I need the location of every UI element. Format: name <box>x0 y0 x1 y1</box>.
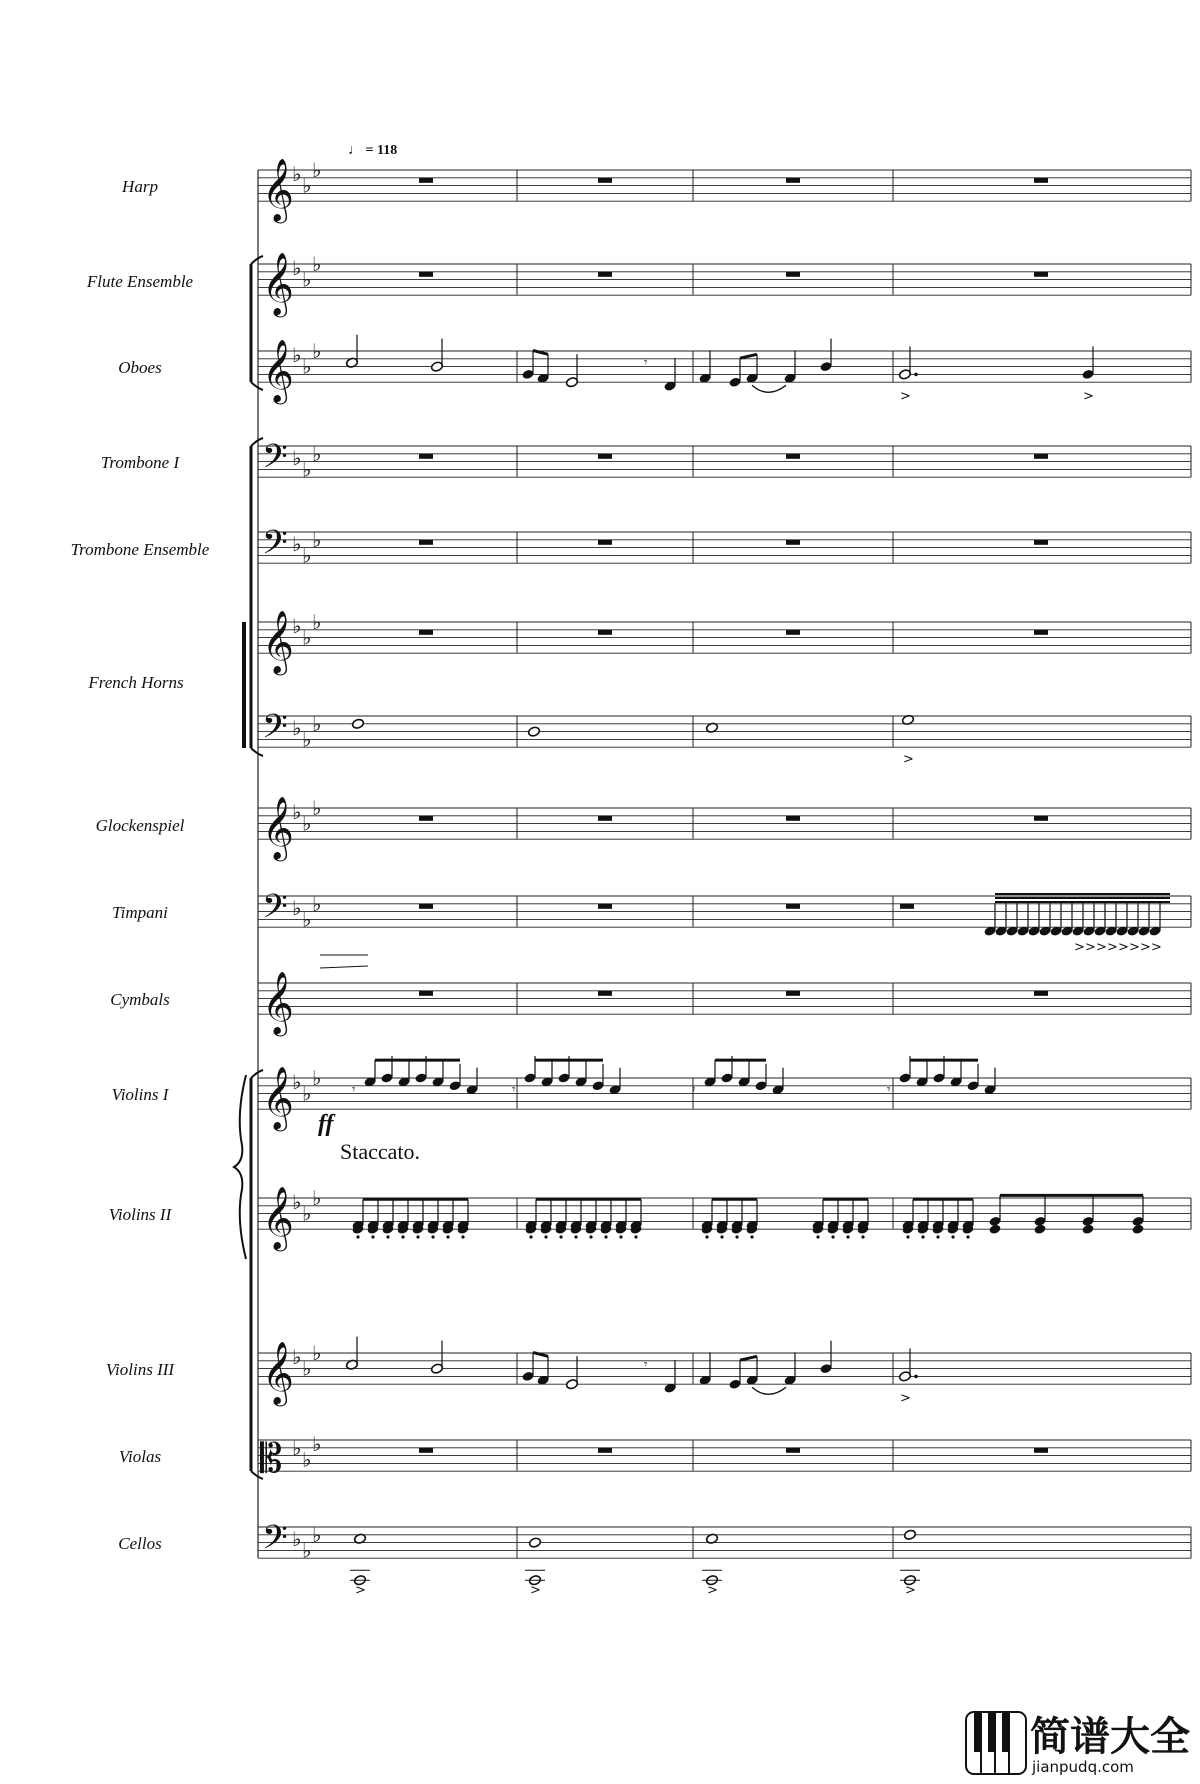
instrument-name-violins-ii: Violins II <box>108 1205 172 1224</box>
instrument-name-violins-i: Violins I <box>111 1085 169 1104</box>
flat-icon: ♭ <box>312 1066 322 1091</box>
flat-icon: ♭ <box>312 610 322 635</box>
tie <box>752 1387 786 1394</box>
whole-rest-icon <box>1034 1448 1048 1453</box>
flat-icon: ♭ <box>302 1201 312 1226</box>
staccato-dot <box>529 1235 532 1238</box>
flat-icon: ♭ <box>302 1538 312 1563</box>
notehead <box>1131 1224 1144 1235</box>
treble-clef-icon: 𝄞 <box>262 339 294 402</box>
whole-rest-icon <box>598 1448 612 1453</box>
accent-mark: > <box>905 1583 916 1599</box>
expression-marking: Staccato. <box>340 1139 421 1164</box>
flat-icon: ♭ <box>302 907 312 932</box>
bass-clef-icon: 𝄢 <box>262 438 288 484</box>
bass-clef-icon: 𝄢 <box>262 1519 288 1565</box>
treble-clef-icon: 𝄞 <box>262 1066 294 1129</box>
whole-rest-icon <box>786 454 800 459</box>
staccato-dot <box>559 1235 562 1238</box>
tie <box>752 385 786 392</box>
flat-icon: ♭ <box>312 1341 322 1366</box>
whole-rest-icon <box>598 454 612 459</box>
whole-rest-icon <box>1034 454 1048 459</box>
flat-icon: ♭ <box>312 441 322 466</box>
flat-icon: ♭ <box>302 354 312 379</box>
accent-mark: > <box>1074 940 1085 956</box>
flat-icon: ♭ <box>292 343 302 367</box>
whole-rest-icon <box>786 540 800 545</box>
bass-clef-icon: 𝄢 <box>262 524 288 570</box>
flat-icon: ♭ <box>292 715 302 740</box>
piano-keys-icon <box>966 1712 1026 1774</box>
flat-icon: ♭ <box>302 173 312 198</box>
alto-clef-icon: 𝄡 <box>260 1436 283 1482</box>
flat-icon: ♭ <box>302 1356 312 1381</box>
instrument-name-harp: Harp <box>122 177 158 196</box>
beam <box>740 1356 757 1360</box>
staccato-dot <box>951 1235 954 1238</box>
accent-mark: > <box>355 1583 366 1599</box>
whole-rest-icon <box>419 816 433 821</box>
site-logo <box>964 1708 1192 1778</box>
instrument-name-cymbals: Cymbals <box>110 990 170 1009</box>
staccato-dot <box>906 1235 909 1238</box>
whole-note <box>527 726 540 737</box>
flat-icon: ♭ <box>312 158 322 183</box>
flat-icon: ♭ <box>302 543 312 568</box>
cymbals-hairpin-line-2 <box>320 966 368 968</box>
whole-rest-icon <box>419 272 433 277</box>
flat-icon: ♭ <box>302 1081 312 1106</box>
eighth-rest-icon: 𝄾 <box>644 1357 648 1373</box>
logo-url-text: jianpudq.com <box>1032 1758 1134 1776</box>
whole-rest-icon <box>1034 540 1048 545</box>
instrument-name-violas: Violas <box>118 1447 162 1466</box>
staccato-dot <box>705 1235 708 1238</box>
tempo-marking: ♩ = 118 <box>348 143 398 158</box>
flat-icon: ♭ <box>312 527 322 552</box>
flat-icon: ♭ <box>302 267 312 292</box>
staccato-dot <box>416 1235 419 1238</box>
accent-mark: > <box>1129 940 1140 956</box>
staff-lines-layer <box>234 170 1191 1558</box>
flat-icon: ♭ <box>302 457 312 482</box>
whole-rest-icon <box>419 991 433 996</box>
flat-icon: ♭ <box>312 796 322 821</box>
flat-icon: ♭ <box>302 1447 312 1472</box>
augmentation-dot <box>914 1375 918 1379</box>
accent-mark: > <box>1085 940 1096 956</box>
flat-icon: ♭ <box>312 252 322 277</box>
eighth-rest-icon: 𝄾 <box>352 1082 356 1098</box>
staccato-dot <box>750 1235 753 1238</box>
accent-mark: > <box>900 1391 911 1407</box>
whole-rest-icon <box>786 1448 800 1453</box>
staccato-dot <box>574 1235 577 1238</box>
whole-rest-icon <box>1034 816 1048 821</box>
whole-rest-icon <box>1034 991 1048 996</box>
accent-mark: > <box>903 752 914 768</box>
flat-icon: ♭ <box>292 1345 302 1369</box>
accent-mark: > <box>530 1583 541 1599</box>
flat-icon: ♭ <box>292 1070 302 1094</box>
whole-rest-icon <box>419 540 433 545</box>
whole-rest-icon <box>598 904 612 909</box>
flat-icon: ♭ <box>292 1190 302 1214</box>
instrument-name-flute-ensemble: Flute Ensemble <box>86 272 194 291</box>
accent-mark: > <box>900 389 911 405</box>
flat-icon: ♭ <box>302 811 312 836</box>
whole-rest-icon <box>786 272 800 277</box>
notehead <box>1081 1224 1094 1235</box>
staccato-dot <box>921 1235 924 1238</box>
accent-mark: > <box>1140 940 1151 956</box>
flat-icon: ♭ <box>292 531 302 556</box>
whole-rest-icon <box>786 816 800 821</box>
treble-clef-icon: 𝄞 <box>262 796 294 859</box>
beam <box>740 354 757 358</box>
instrument-name-french-horns: French Horns <box>88 673 184 692</box>
treble-clef-icon: 𝄞 <box>262 1341 294 1404</box>
bass-clef-icon: 𝄢 <box>262 708 288 754</box>
eighth-rest-icon: 𝄾 <box>512 1082 516 1098</box>
staccato-dot <box>446 1235 449 1238</box>
eighth-rest-icon: 𝄾 <box>887 1082 891 1098</box>
instrument-name-oboes: Oboes <box>118 358 162 377</box>
whole-rest-icon <box>786 991 800 996</box>
instrument-name-violins-iii: Violins III <box>105 1360 175 1379</box>
staccato-dot <box>735 1235 738 1238</box>
whole-note <box>903 1529 916 1540</box>
staccato-dot <box>371 1235 374 1238</box>
staccato-dot <box>604 1235 607 1238</box>
whole-rest-icon <box>598 816 612 821</box>
flat-icon: ♭ <box>312 1432 322 1456</box>
whole-rest-icon <box>598 630 612 635</box>
accent-mark: > <box>707 1583 718 1599</box>
whole-rest-icon <box>1034 630 1048 635</box>
staccato-dot <box>861 1235 864 1238</box>
notehead <box>1033 1224 1046 1235</box>
instrument-name-timpani: Timpani <box>112 903 168 922</box>
whole-rest-icon <box>598 540 612 545</box>
accent-mark: > <box>1151 940 1162 956</box>
accent-mark: > <box>1118 940 1129 956</box>
half-rest-icon <box>900 904 914 909</box>
instrument-name-glockenspiel: Glockenspiel <box>95 816 185 835</box>
augmentation-dot <box>914 373 918 377</box>
flat-icon: ♭ <box>292 162 302 186</box>
treble-clef-icon: 𝄞 <box>262 1186 294 1249</box>
eighth-rest-icon: 𝄾 <box>644 355 648 371</box>
treble-clef-icon: 𝄞 <box>262 252 294 315</box>
bass-clef-icon: 𝄢 <box>262 888 288 934</box>
whole-rest-icon <box>419 630 433 635</box>
flat-icon: ♭ <box>312 1522 322 1547</box>
accent-mark: > <box>1083 389 1094 405</box>
accent-mark: > <box>1096 940 1107 956</box>
accent-mark: > <box>1107 940 1118 956</box>
eighth-rest-icon: 𝄾 <box>692 1082 696 1098</box>
whole-rest-icon <box>1034 272 1048 277</box>
instrument-name-trombone-ensemble: Trombone Ensemble <box>70 540 210 559</box>
staccato-dot <box>401 1235 404 1238</box>
instrument-name-trombone-i: Trombone I <box>100 453 180 472</box>
staccato-dot <box>356 1235 359 1238</box>
flat-icon: ♭ <box>292 256 302 280</box>
violins-brace <box>234 1075 246 1259</box>
whole-rest-icon <box>419 454 433 459</box>
staccato-dot <box>720 1235 723 1238</box>
whole-note <box>528 1537 541 1548</box>
staccato-dot <box>936 1235 939 1238</box>
instrument-name-cellos: Cellos <box>118 1534 162 1553</box>
staccato-dot <box>816 1235 819 1238</box>
flat-icon: ♭ <box>292 800 302 824</box>
flat-icon: ♭ <box>312 1186 322 1211</box>
flat-icon: ♭ <box>312 891 322 916</box>
staccato-dot <box>634 1235 637 1238</box>
flat-icon: ♭ <box>292 445 302 470</box>
flat-icon: ♭ <box>292 1435 302 1460</box>
whole-rest-icon <box>786 178 800 183</box>
flat-icon: ♭ <box>312 339 322 364</box>
whole-rest-icon <box>598 178 612 183</box>
staccato-dot <box>966 1235 969 1238</box>
flat-icon: ♭ <box>312 711 322 736</box>
whole-rest-icon <box>419 904 433 909</box>
whole-rest-icon <box>786 630 800 635</box>
whole-rest-icon <box>419 178 433 183</box>
whole-rest-icon <box>419 1448 433 1453</box>
flat-icon: ♭ <box>292 1526 302 1551</box>
staccato-dot <box>831 1235 834 1238</box>
staccato-dot <box>431 1235 434 1238</box>
flat-icon: ♭ <box>302 625 312 650</box>
flat-icon: ♭ <box>302 727 312 752</box>
flat-icon: ♭ <box>292 614 302 638</box>
staccato-dot <box>589 1235 592 1238</box>
whole-note <box>351 718 364 729</box>
whole-rest-icon <box>786 904 800 909</box>
staccato-dot <box>461 1235 464 1238</box>
treble-clef-icon: 𝄞 <box>262 610 294 673</box>
staccato-dot <box>619 1235 622 1238</box>
staccato-dot <box>386 1235 389 1238</box>
whole-rest-icon <box>598 991 612 996</box>
notehead <box>988 1224 1001 1235</box>
treble-clef-icon: 𝄞 <box>262 971 294 1034</box>
flat-icon: ♭ <box>292 895 302 920</box>
whole-rest-icon <box>598 272 612 277</box>
whole-rest-icon <box>1034 178 1048 183</box>
logo-chinese-text: 简谱大全 <box>1030 1714 1190 1760</box>
staccato-dot <box>846 1235 849 1238</box>
staccato-dot <box>544 1235 547 1238</box>
dynamic-marking: ff <box>318 1111 334 1137</box>
treble-clef-icon: 𝄞 <box>262 158 294 221</box>
